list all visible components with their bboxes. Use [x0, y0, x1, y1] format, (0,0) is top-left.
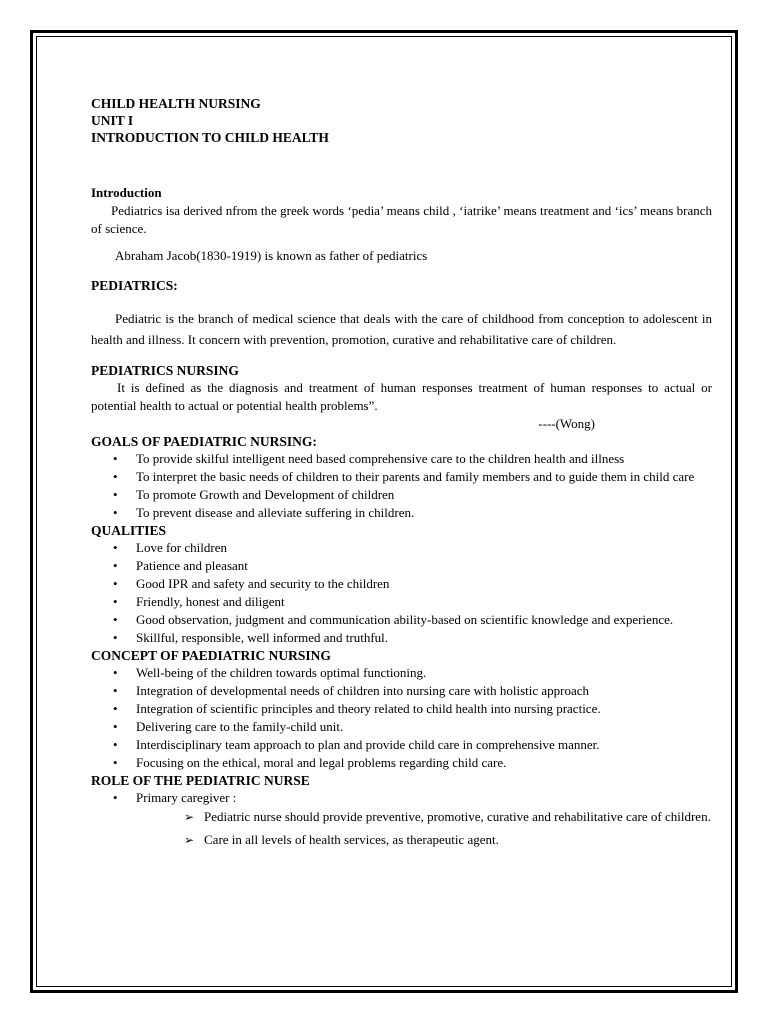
intro-paragraph: Pediatrics isa derived nfrom the greek words ‘pedia’ means child , ‘iatrike’ means treatment and ‘ics’ means branch of science. [91, 203, 712, 236]
role-list [91, 789, 712, 807]
nursing-definition: It is defined as the diagnosis and treatment of human responses treatment of human responses to actual or potential health to actual or potential health problems”. [91, 380, 712, 413]
list-item: • Delivering care to the family-child unit. [113, 719, 344, 734]
unit-line: UNIT I [91, 113, 134, 128]
pediatrics-paragraph: Pediatric is the branch of medical science that deals with the care of childhood from conception to adolescent in health and illness. It concern with prevention, promotion, curative and rehabilitative care of children. [91, 311, 712, 347]
list-item: • To interpret the basic needs of children to their parents and family members and to guide them in child care [113, 469, 695, 484]
arrow-bullet-icon: ➢ [184, 833, 195, 847]
list-item: ➢ Pediatric nurse should provide preventive, promotive, curative and rehabilitative care of children. [91, 807, 712, 827]
document-body [91, 95, 712, 850]
role-sublist [91, 807, 712, 850]
goals-list [91, 450, 712, 522]
role-heading: ROLE OF THE PEDIATRIC NURSE [91, 773, 310, 788]
list-item: ➢ Care in all levels of health services, as therapeutic agent. [91, 830, 712, 850]
list-item: • Integration of scientific principles and theory related to child health into nursing practice. [113, 701, 601, 716]
list-item: • To provide skilful intelligent need based comprehensive care to the children health and illness [113, 451, 625, 466]
list-item: • To prevent disease and alleviate suffering in children. [113, 505, 415, 520]
wong-attribution: ----(Wong) [538, 416, 595, 431]
list-item: • Focusing on the ethical, moral and legal problems regarding child care. [113, 755, 507, 770]
list-item: • Primary caregiver : [113, 790, 237, 805]
intro-heading: Introduction [91, 185, 162, 200]
list-item: • Good IPR and safety and security to the children [113, 576, 390, 591]
pediatrics-heading: PEDIATRICS: [91, 278, 178, 293]
concept-list [91, 664, 712, 772]
list-item: • Integration of developmental needs of children into nursing care with holistic approach [113, 683, 590, 698]
list-item: • To promote Growth and Development of children [113, 487, 395, 502]
nursing-heading: PEDIATRICS NURSING [91, 363, 239, 378]
list-item: • Well-being of the children towards optimal functioning. [113, 665, 427, 680]
document-title [91, 95, 712, 146]
list-item: • Good observation, judgment and communication ability-based on scientific knowledge and experience. [113, 612, 674, 627]
list-item: • Patience and pleasant [113, 558, 248, 573]
concept-heading: CONCEPT OF PAEDIATRIC NURSING [91, 648, 331, 663]
father-of-pediatrics: Abraham Jacob(1830-1919) is known as father of pediatrics [115, 248, 428, 263]
list-item: • Interdisciplinary team approach to plan and provide child care in comprehensive manner. [113, 737, 600, 752]
list-item: • Love for children [113, 540, 227, 555]
qualities-heading: QUALITIES [91, 523, 167, 538]
goals-heading: GOALS OF PAEDIATRIC NURSING: [91, 434, 317, 449]
list-item: • Friendly, honest and diligent [113, 594, 285, 609]
qualities-list [91, 539, 712, 647]
subtitle-line: INTRODUCTION TO CHILD HEALTH [91, 130, 329, 145]
arrow-bullet-icon: ➢ [184, 810, 195, 824]
list-item: • Skillful, responsible, well informed and truthful. [113, 630, 389, 645]
title-line: CHILD HEALTH NURSING [91, 96, 261, 111]
